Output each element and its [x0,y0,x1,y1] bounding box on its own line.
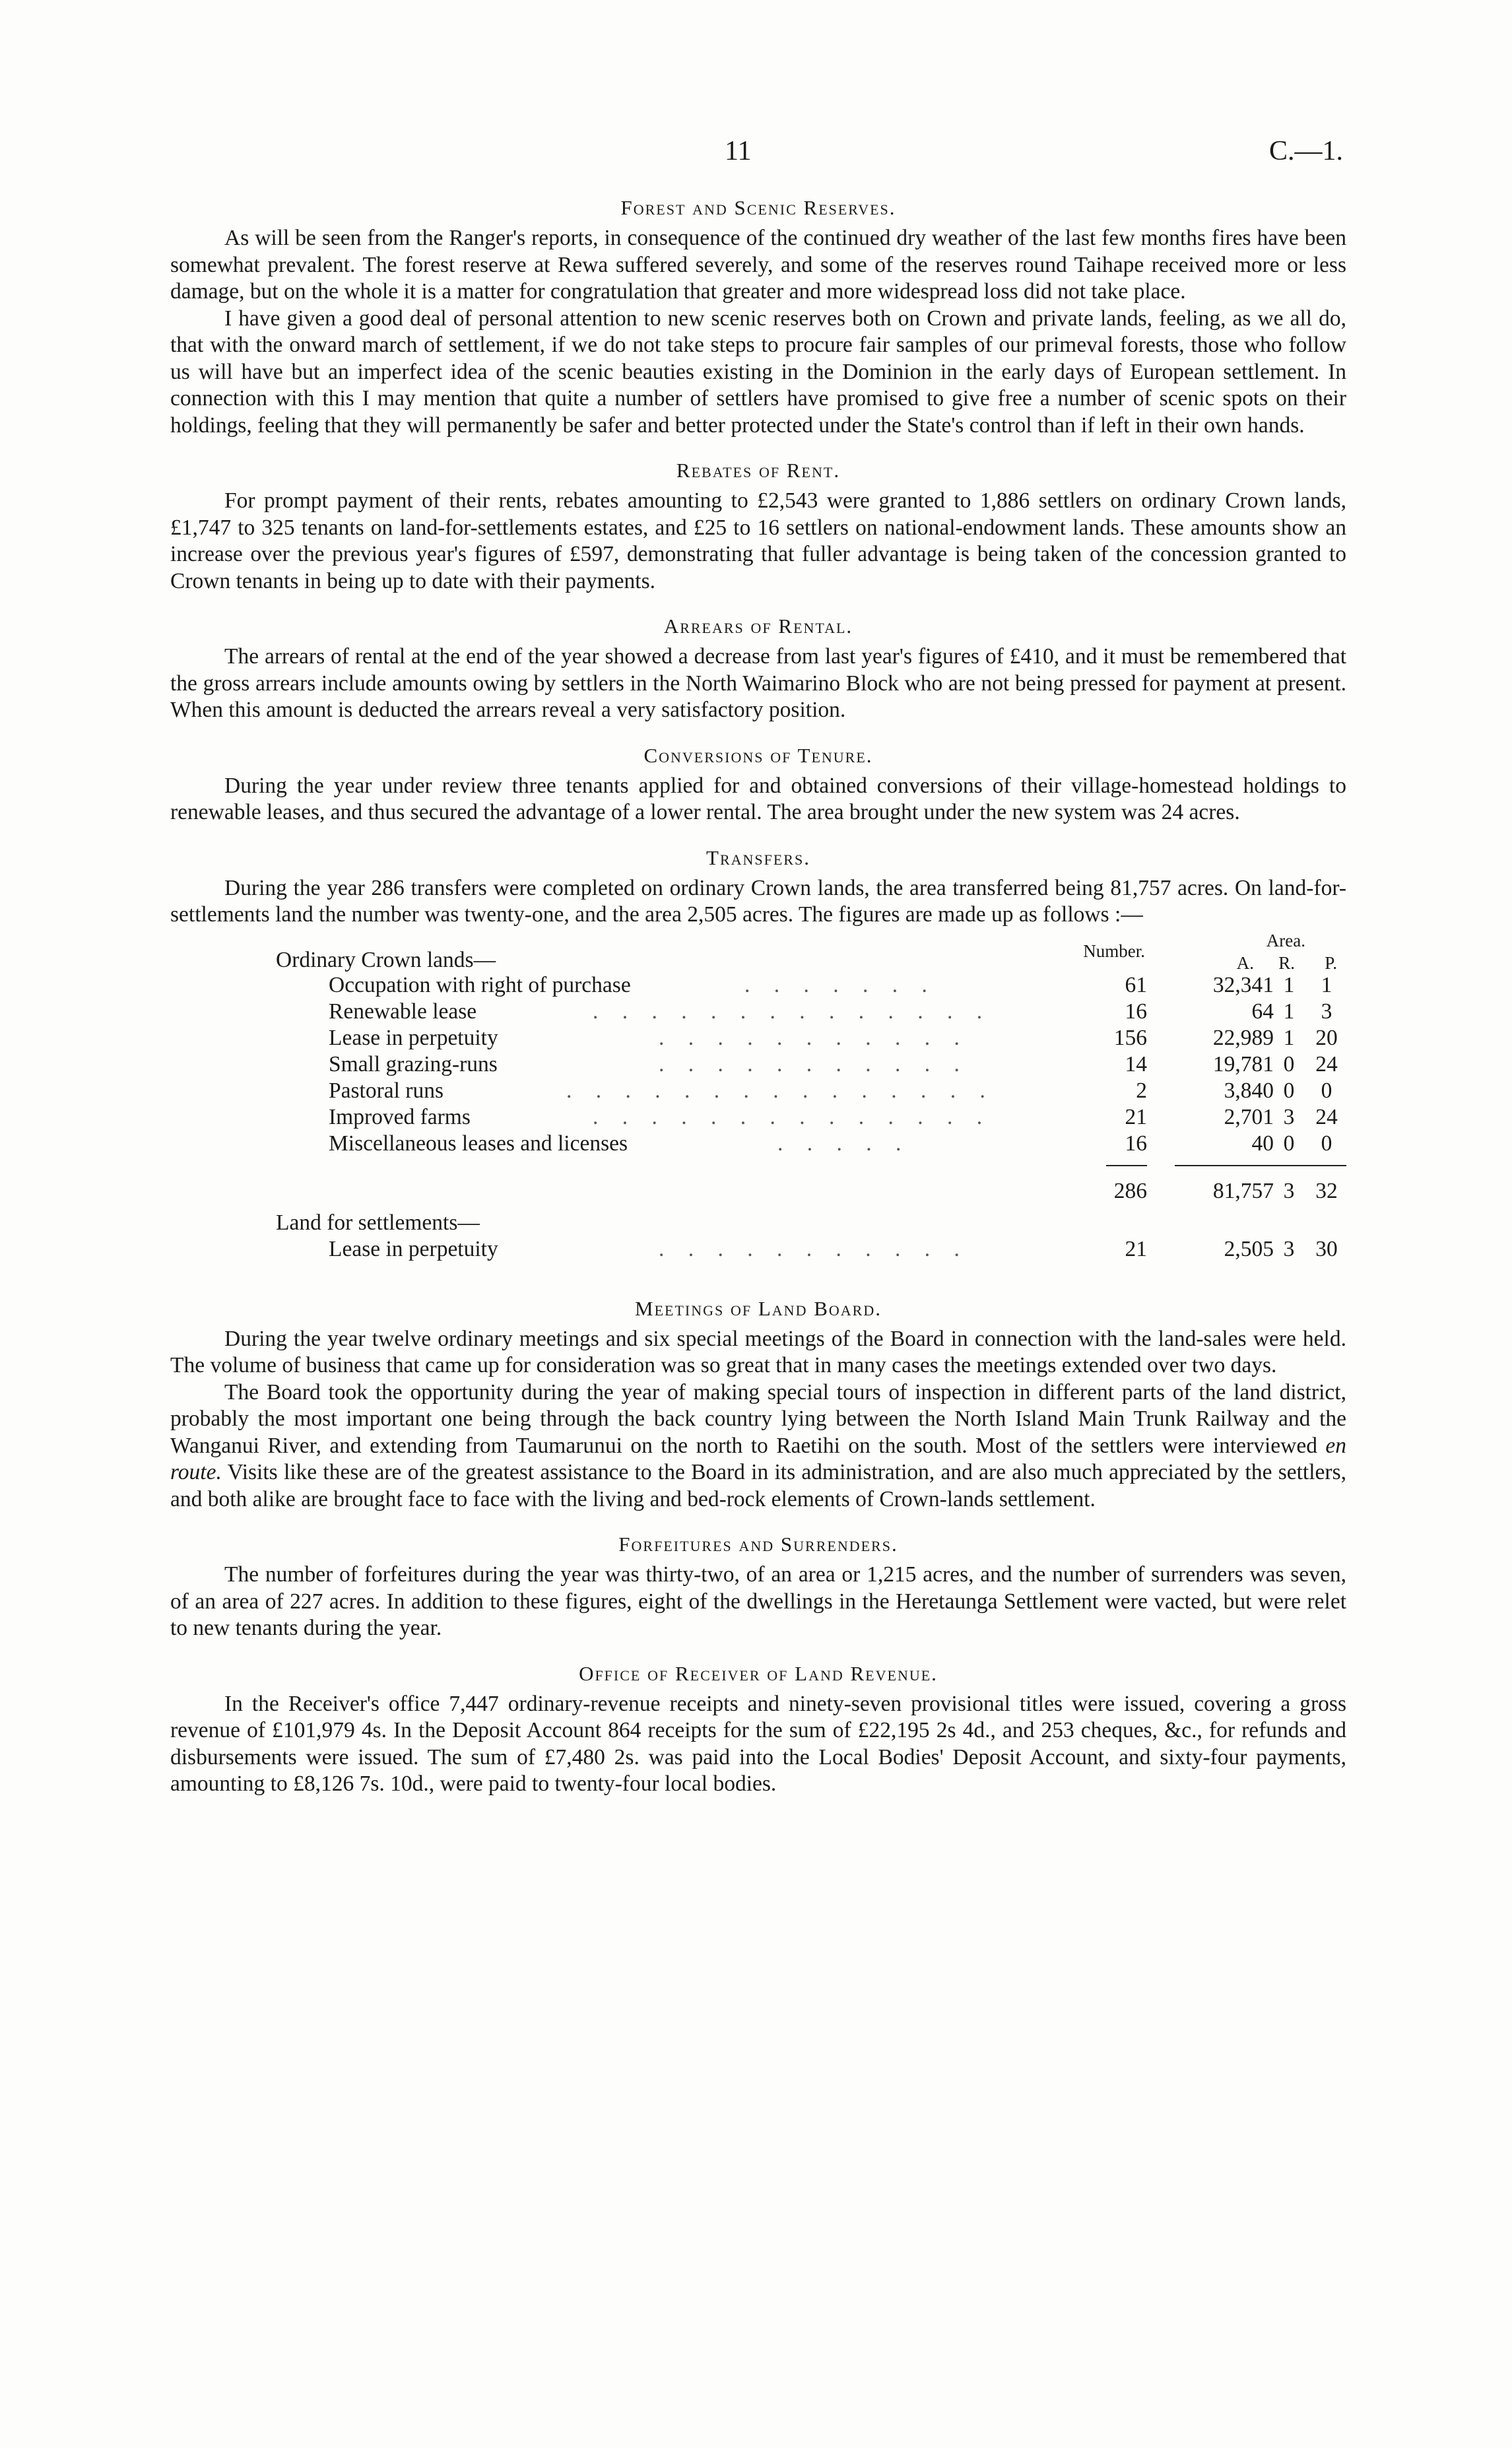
paragraph: For prompt payment of their rents, rebates amounting to £2,543 were granted to 1,886 settlers on ordinary Crown lands, £1,747 to 325 tenants on land-for-settlements estates, and £25 to 16 settlers on national-endowment lands. These amounts show an increase over the previous year's figures of £597, demonstrating that fuller advantage is being taken of the concession granted to Crown tenants in being up to date with their payments. [170,488,1346,593]
section-title-forfeitures: Forfeitures and Surrenders. [618,1533,898,1556]
paragraph: The arrears of rental at the end of the year showed a decrease from last year's figures of £410, and it must be remembered that the gross arrears include amounts owing by settlers in the North Waimarino Block who are not being pressed for payment at present. When this amount is deducted the arrears reveal a very satisfactory position. [170,644,1346,722]
section-title-transfers: Transfers. [706,845,810,869]
table-row: Lease in perpetuity . . . . . . . . . . . 21 2,505 3 30 [329,1236,1338,1261]
table-row: Occupation with right of purchase . . . . . . . 61 32,341 1 1 [329,972,1332,997]
col-header-area: Area. [1266,930,1305,950]
section-title-meetings: Meetings of Land Board. [635,1296,882,1320]
section-title-rebates: Rebates of Rent. [676,459,841,482]
section-title-conversions: Conversions of Tenure. [643,743,873,767]
paragraph: The Board took the opportunity during the year of making special tours of inspection in different parts of the land district, probably the most important one being through the back country lying between the North Island Main Trunk Railway and the Wanganui River, and extending from Taumarunui on the north to Raetihi on the south. Most of the settlers were interviewed en route. Visits like these are of the greatest assistance to the Board in its administration, and are also much appreciated by the settlers, and both alike are brought face to face with the living and bed-rock elements of Crown-lands settlement. [170,1379,1346,1511]
leader-dots: . . . . . . . . . . . [659,1025,969,1050]
page-header [170,135,1346,175]
italic-phrase: en route. [170,1433,1346,1484]
paragraph: In the Receiver's office 7,447 ordinary-revenue receipts and ninety-seven provisional titles were issued, covering a gross revenue of £101,979 4s. In the Deposit Account 864 receipts for the sum of £22,195 2s 4d., and 253 cheques, &c., for refunds and disbursements were issued. The sum of £7,480 2s. was paid into the Local Bodies' Deposit Account, and sixty-four payments, amounting to £8,126 7s. 10d., were paid to twenty-four local bodies. [170,1691,1346,1796]
table-row: Pastoral runs . . . . . . . . . . . . . . . 2 3,840 0 0 [329,1078,1332,1103]
paragraph: During the year twelve ordinary meetings and six special meetings of the Board in connection with the land-sales were held. The volume of business that came up for consideration was so great that in many cases the meetings extended over two days. [170,1326,1346,1377]
paragraph: As will be seen from the Ranger's reports, in consequence of the continued dry weather of the last few months fires have been somewhat prevalent. The forest reserve at Rewa suffered severely, and some of the reserves round Taihape received more or less damage, but on the whole it is a matter for congratulation that greater and more widespread loss did not take place. [170,226,1346,304]
paragraph: I have given a good deal of personal attention to new scenic reserves both on Crown and private lands, feeling, as we all do, that with the onward march of settlement, if we do not take steps to procure fair samples of our primeval forests, those who follow us will have but an imperfect idea of the scenic beauties existing in the Dominion in the early days of European settlement. In connection with this I may mention that quite a number of settlers have promised to give free a number of scenic spots on their holdings, feeling that they will permanently be safer and better protected under the State's control than if left in their own hands. [170,306,1346,438]
section-title-arrears: Arrears of Rental. [663,614,853,638]
document-page [170,0,1346,2448]
leader-dots: . . . . . . . . . . . [659,1051,969,1076]
col-header-number: Number. [1083,941,1145,961]
total-row: 286 81,757 3 32 [1113,1178,1338,1203]
group-label-ordinary: Ordinary Crown lands— [276,947,496,972]
transfers-table [170,930,1346,1277]
document-reference: C.—1. [1268,136,1343,166]
paragraph: The number of forfeitures during the year was thirty-two, of an area or 1,215 acres, and the number of surrenders was seven, of an area of 227 acres. In addition to these figures, eight of the dwellings in the Heretaunga Settlement were vacted, but were relet to new tenants during the year. [170,1562,1346,1640]
leader-dots: . . . . . . . . . . . . . . . [566,1078,995,1103]
page-number: 11 [725,136,752,166]
table-row: Small grazing-runs . . . . . . . . . . . 14 19,781 0 24 [329,1051,1338,1076]
section-title-forest: Forest and Scenic Reserves. [620,196,896,219]
col-header-roods: R. [1278,952,1295,973]
group-label-settlements: Land for settlements— [276,1210,480,1235]
leader-dots: . . . . . . . . . . . [659,1236,969,1261]
total-rule-area [1175,1165,1346,1166]
total-rule-number [1106,1165,1147,1166]
leader-dots: . . . . . [777,1131,911,1156]
page-content [170,195,1346,1798]
table-row: Miscellaneous leases and licenses . . . . . 16 40 0 0 [329,1131,1332,1156]
leader-dots: . . . . . . . . . . . . . . [593,999,992,1024]
leader-dots: . . . . . . . [744,972,937,997]
col-header-acres: A. [1236,952,1254,973]
leader-dots: . . . . . . . . . . . . . . [593,1104,992,1129]
table-row: Lease in perpetuity . . . . . . . . . . . 156 22,989 1 20 [329,1025,1338,1050]
table-row: Renewable lease . . . . . . . . . . . . . . 16 64 1 3 [329,999,1332,1024]
paragraph: During the year 286 transfers were completed on ordinary Crown lands, the area transferred being 81,757 acres. On land-for-settlements land the number was twenty-one, and the area 2,505 acres. The figures are made up as follows :— [170,875,1346,927]
table-row: Improved farms . . . . . . . . . . . . . . 21 2,701 3 24 [329,1104,1338,1129]
col-header-perches: P. [1325,952,1337,973]
paragraph: During the year under review three tenants applied for and obtained conversions of their village-homestead holdings to renewable leases, and thus secured the advantage of a lower rental. The area brought under the new system was 24 acres. [170,773,1346,824]
section-title-receiver: Office of Receiver of Land Revenue. [579,1661,938,1685]
